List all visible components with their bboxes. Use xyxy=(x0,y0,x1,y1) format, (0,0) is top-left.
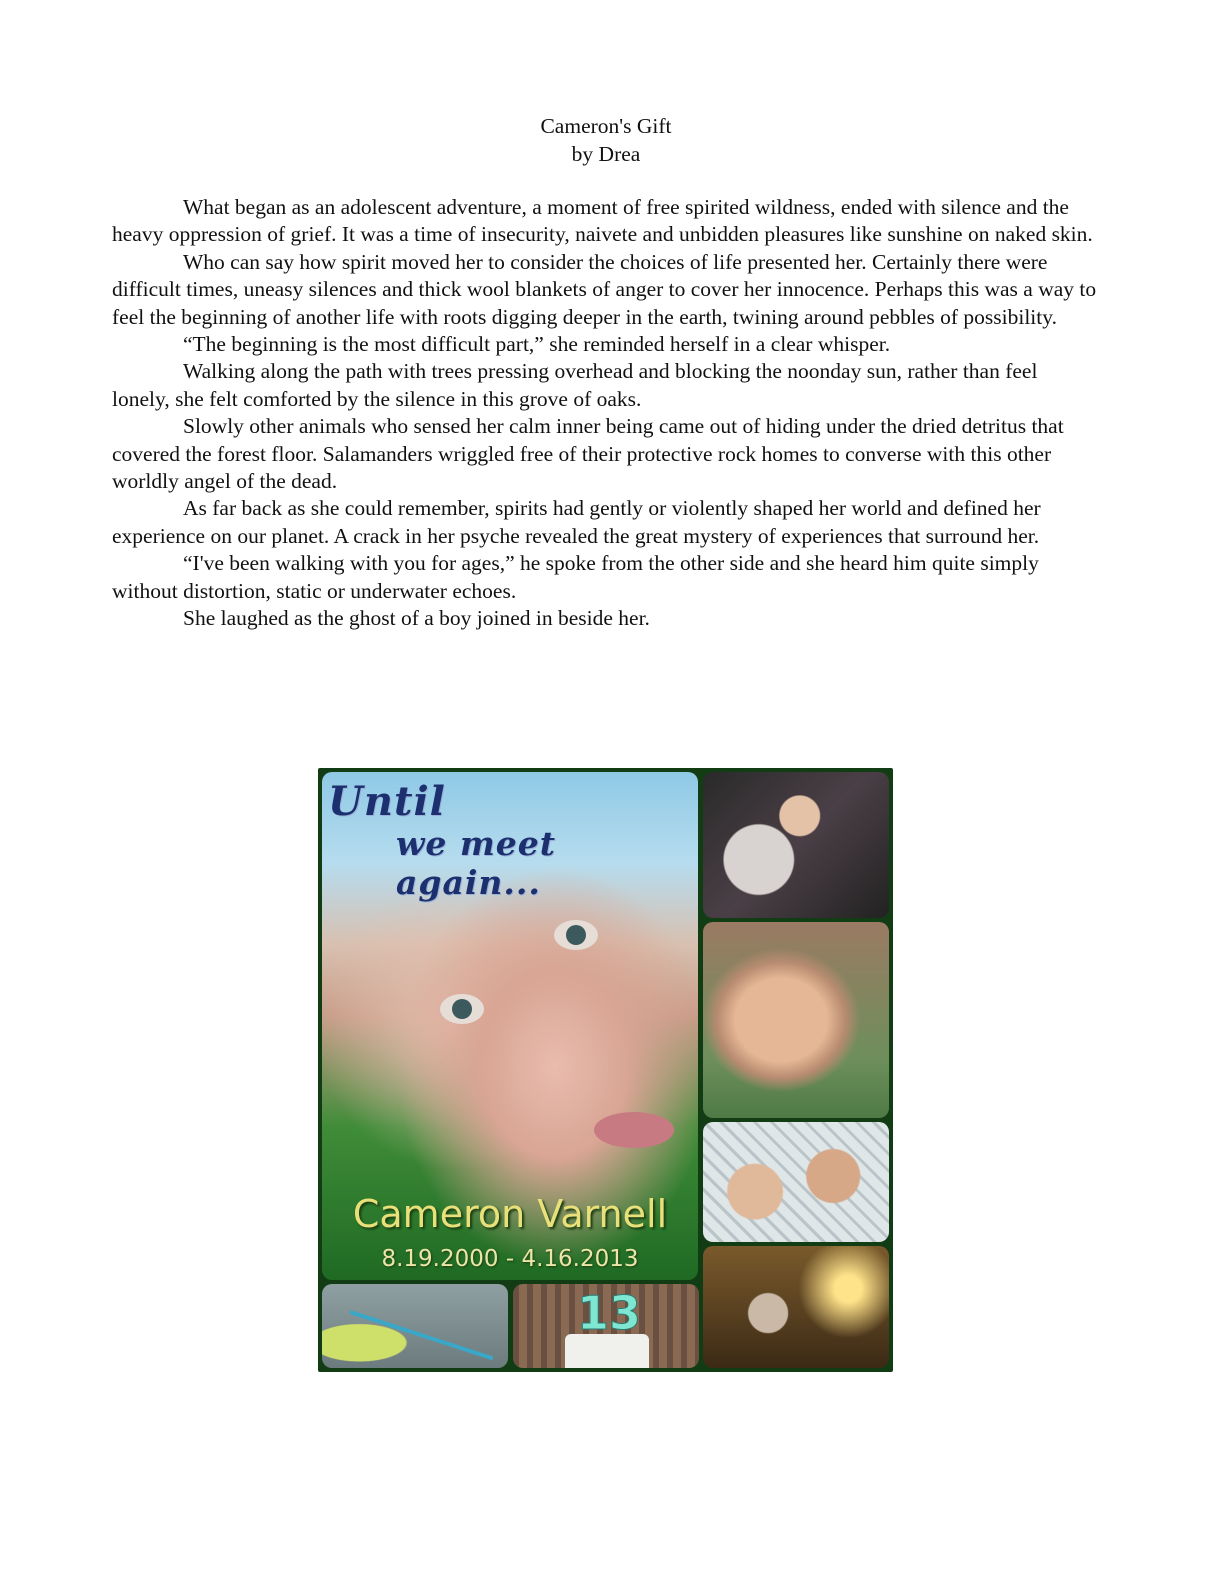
collage-caption-meet-again: we meet again... xyxy=(396,824,557,902)
photo-boys-at-sunset xyxy=(703,1246,889,1368)
paragraph: Who can say how spirit moved her to consider the choices of life presented her. Certainly there were difficult times, uneasy silences and thick wool blankets of anger to cover her innocence. Perhaps this was a way to feel the beginning of another life with roots digging deeper in the earth, twining around pebbles of possibility. xyxy=(112,249,1097,329)
memorial-dates: 8.19.2000 - 4.16.2013 xyxy=(381,1246,639,1272)
paragraph: As far back as she could remember, spirits had gently or violently shaped her world and defined her experience on our planet. A crack in her psyche revealed the great mystery of experiences that surround her. xyxy=(112,496,1041,548)
memorial-name: Cameron Varnell xyxy=(352,1192,668,1236)
story-body xyxy=(112,194,1097,633)
photo-dragonfly xyxy=(322,1284,508,1368)
paragraph: Slowly other animals who sensed her calm inner being came out of hiding under the dried detritus that covered the forest floor. Salamanders wriggled free of their protective rock homes to converse with this other worldly angel of the dead. xyxy=(112,414,1064,494)
document-title: Cameron's Gift xyxy=(540,114,672,138)
paragraph: She laughed as the ghost of a boy joined in beside her. xyxy=(183,606,650,631)
portrait-photo xyxy=(322,772,698,1280)
document-author: by Drea xyxy=(571,142,641,166)
cake-candle-number: 13 xyxy=(577,1286,642,1340)
collage-caption-until: Until xyxy=(328,778,446,825)
paragraph: “The beginning is the most difficult part,” she reminded herself in a clear whisper. xyxy=(183,332,891,357)
photo-birthday-cake xyxy=(513,1284,699,1368)
memorial-photo-collage xyxy=(318,768,893,1372)
paragraph: “I've been walking with you for ages,” he spoke from the other side and she heard him quite simply without distortion, static or underwater echoes. xyxy=(112,551,1039,603)
eye-shape xyxy=(554,920,598,950)
lips-shape xyxy=(594,1112,674,1148)
photo-mother-and-son xyxy=(703,772,889,918)
photo-boy-with-woman xyxy=(703,1122,889,1242)
title-block xyxy=(0,112,1212,168)
paragraph: What began as an adolescent adventure, a moment of free spirited wildness, ended with silence and the heavy oppression of grief. It was a time of insecurity, naivete and unbidden pleasures like sunshine on naked skin. xyxy=(112,195,1093,247)
paragraph: Walking along the path with trees pressing overhead and blocking the noonday sun, rather than feel lonely, she felt comforted by the silence in this grove of oaks. xyxy=(112,359,1038,411)
eye-shape xyxy=(440,994,484,1024)
photo-smiling-boy xyxy=(703,922,889,1118)
